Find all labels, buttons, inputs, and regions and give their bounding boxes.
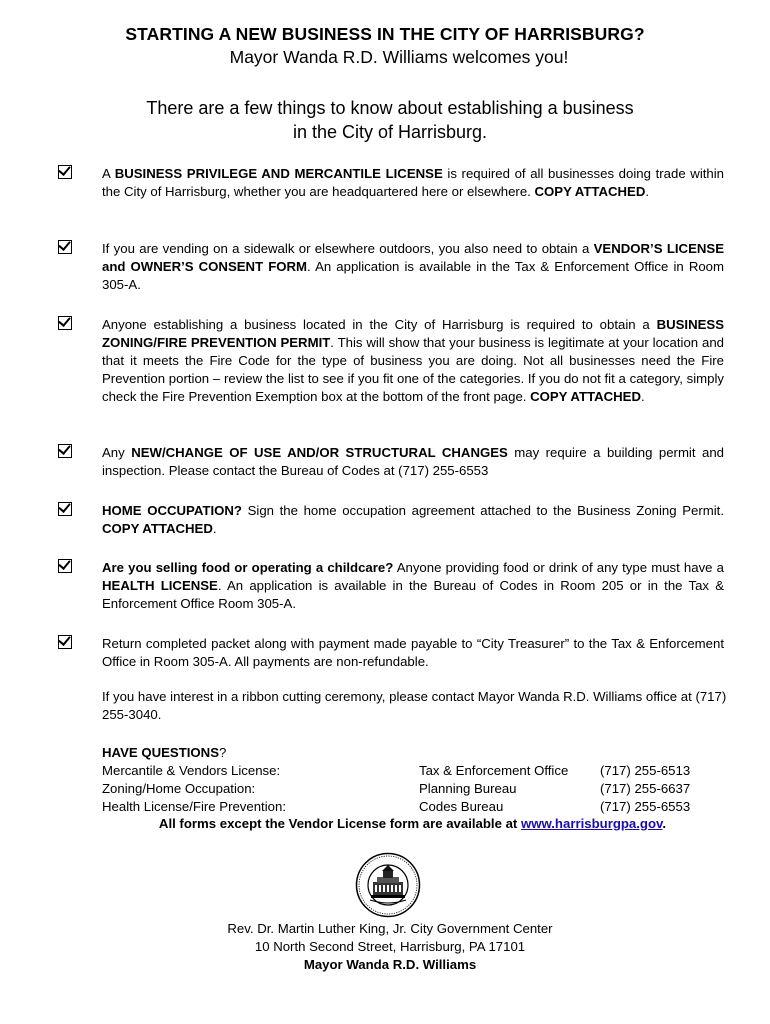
checked-box-icon	[58, 502, 72, 516]
item-text: A BUSINESS PRIVILEGE AND MERCANTILE LICENSE is required of all businesses doing trade within the City of Harrisburg, whether you are headquartered here or elsewhere. COPY ATTACHED.	[102, 166, 725, 199]
questions-heading: HAVE QUESTIONS?	[102, 745, 227, 760]
contact-label: Health License/Fire Prevention:	[102, 799, 286, 814]
footer-line: Rev. Dr. Martin Luther King, Jr. City Government Center	[227, 921, 553, 936]
item-text: If you are vending on a sidewalk or elsewhere outdoors, you also need to obtain a VENDOR’S LICENSE and OWNER’S CONSENT FORM. An application is available in the Tax & Enforcement Office in Room 305-A.	[102, 241, 724, 292]
footer-address	[0, 920, 770, 974]
item-text: Anyone establishing a business located in the City of Harrisburg is required to obtain a BUSINESS ZONING/FIRE PREVENTION PERMIT. This will show that your business is legitimate at your location and that it meets the Fire Code for the type of business you are doing. Not all businesses need the Fire Prevention portion – review the list to see if you fit one of the categories. If you do not fit a category, simply check the Fire Prevention Exemption box at the bottom of the front page. COPY ATTACHED.	[102, 317, 724, 404]
checked-box-icon	[58, 635, 72, 649]
footer-signature-name: Mayor Wanda R.D. Williams	[303, 957, 477, 972]
contact-phone: (717) 255-6637	[600, 781, 691, 796]
item-text: Any NEW/CHANGE OF USE AND/OR STRUCTURAL CHANGES may require a building permit and inspection. Please contact the Bureau of Codes at (717) 255-6553	[102, 445, 724, 478]
intro-line: There are a few things to know about establishing a business	[146, 98, 634, 118]
page-title: STARTING A NEW BUSINESS IN THE CITY OF HARRISBURG?	[125, 24, 645, 44]
checked-box-icon	[58, 165, 72, 179]
contact-label: Mercantile & Vendors License:	[102, 763, 281, 778]
item-text: HOME OCCUPATION? Sign the home occupation agreement attached to the Business Zoning Permit. COPY ATTACHED.	[102, 503, 724, 536]
checked-box-icon	[58, 444, 72, 458]
contact-phone: (717) 255-6553	[600, 799, 691, 814]
ribbon-cutting-note: If you have interest in a ribbon cutting ceremony, please contact Mayor Wanda R.D. Williams office at (717) 255-3040.	[102, 689, 727, 722]
item-text: Return completed packet along with payment made payable to “City Treasurer” to the Tax & Enforcement Office in Room 305-A. All payments are non-refundable.	[102, 636, 724, 669]
checked-box-icon	[58, 559, 72, 573]
website-link[interactable]: www.harrisburgpa.gov	[520, 816, 663, 831]
checked-box-icon	[58, 240, 72, 254]
intro-line: in the City of Harrisburg.	[292, 122, 488, 142]
footer-line: 10 North Second Street, Harrisburg, PA 17101	[254, 939, 526, 954]
contact-row	[102, 798, 722, 816]
contact-office: Tax & Enforcement Office	[419, 763, 569, 778]
city-seal-logo	[355, 852, 421, 918]
checked-box-icon	[58, 316, 72, 330]
forms-availability-note: All forms except the Vendor License form are available at www.harrisburgpa.gov.	[158, 816, 667, 831]
contact-office: Planning Bureau	[419, 781, 517, 796]
contact-label: Zoning/Home Occupation:	[102, 781, 256, 796]
contact-row	[102, 780, 722, 798]
contact-phone: (717) 255-6513	[600, 763, 691, 778]
page-subtitle: Mayor Wanda R.D. Williams welcomes you!	[229, 47, 569, 67]
contact-row	[102, 762, 722, 780]
intro-text	[0, 96, 770, 144]
contact-table	[102, 744, 722, 816]
item-text: Are you selling food or operating a childcare? Anyone providing food or drink of any type must have a HEALTH LICENSE. An application is available in the Bureau of Codes in Room 205 or in the Tax & Enforcement Office Room 305-A.	[102, 560, 724, 611]
contact-office: Codes Bureau	[419, 799, 504, 814]
